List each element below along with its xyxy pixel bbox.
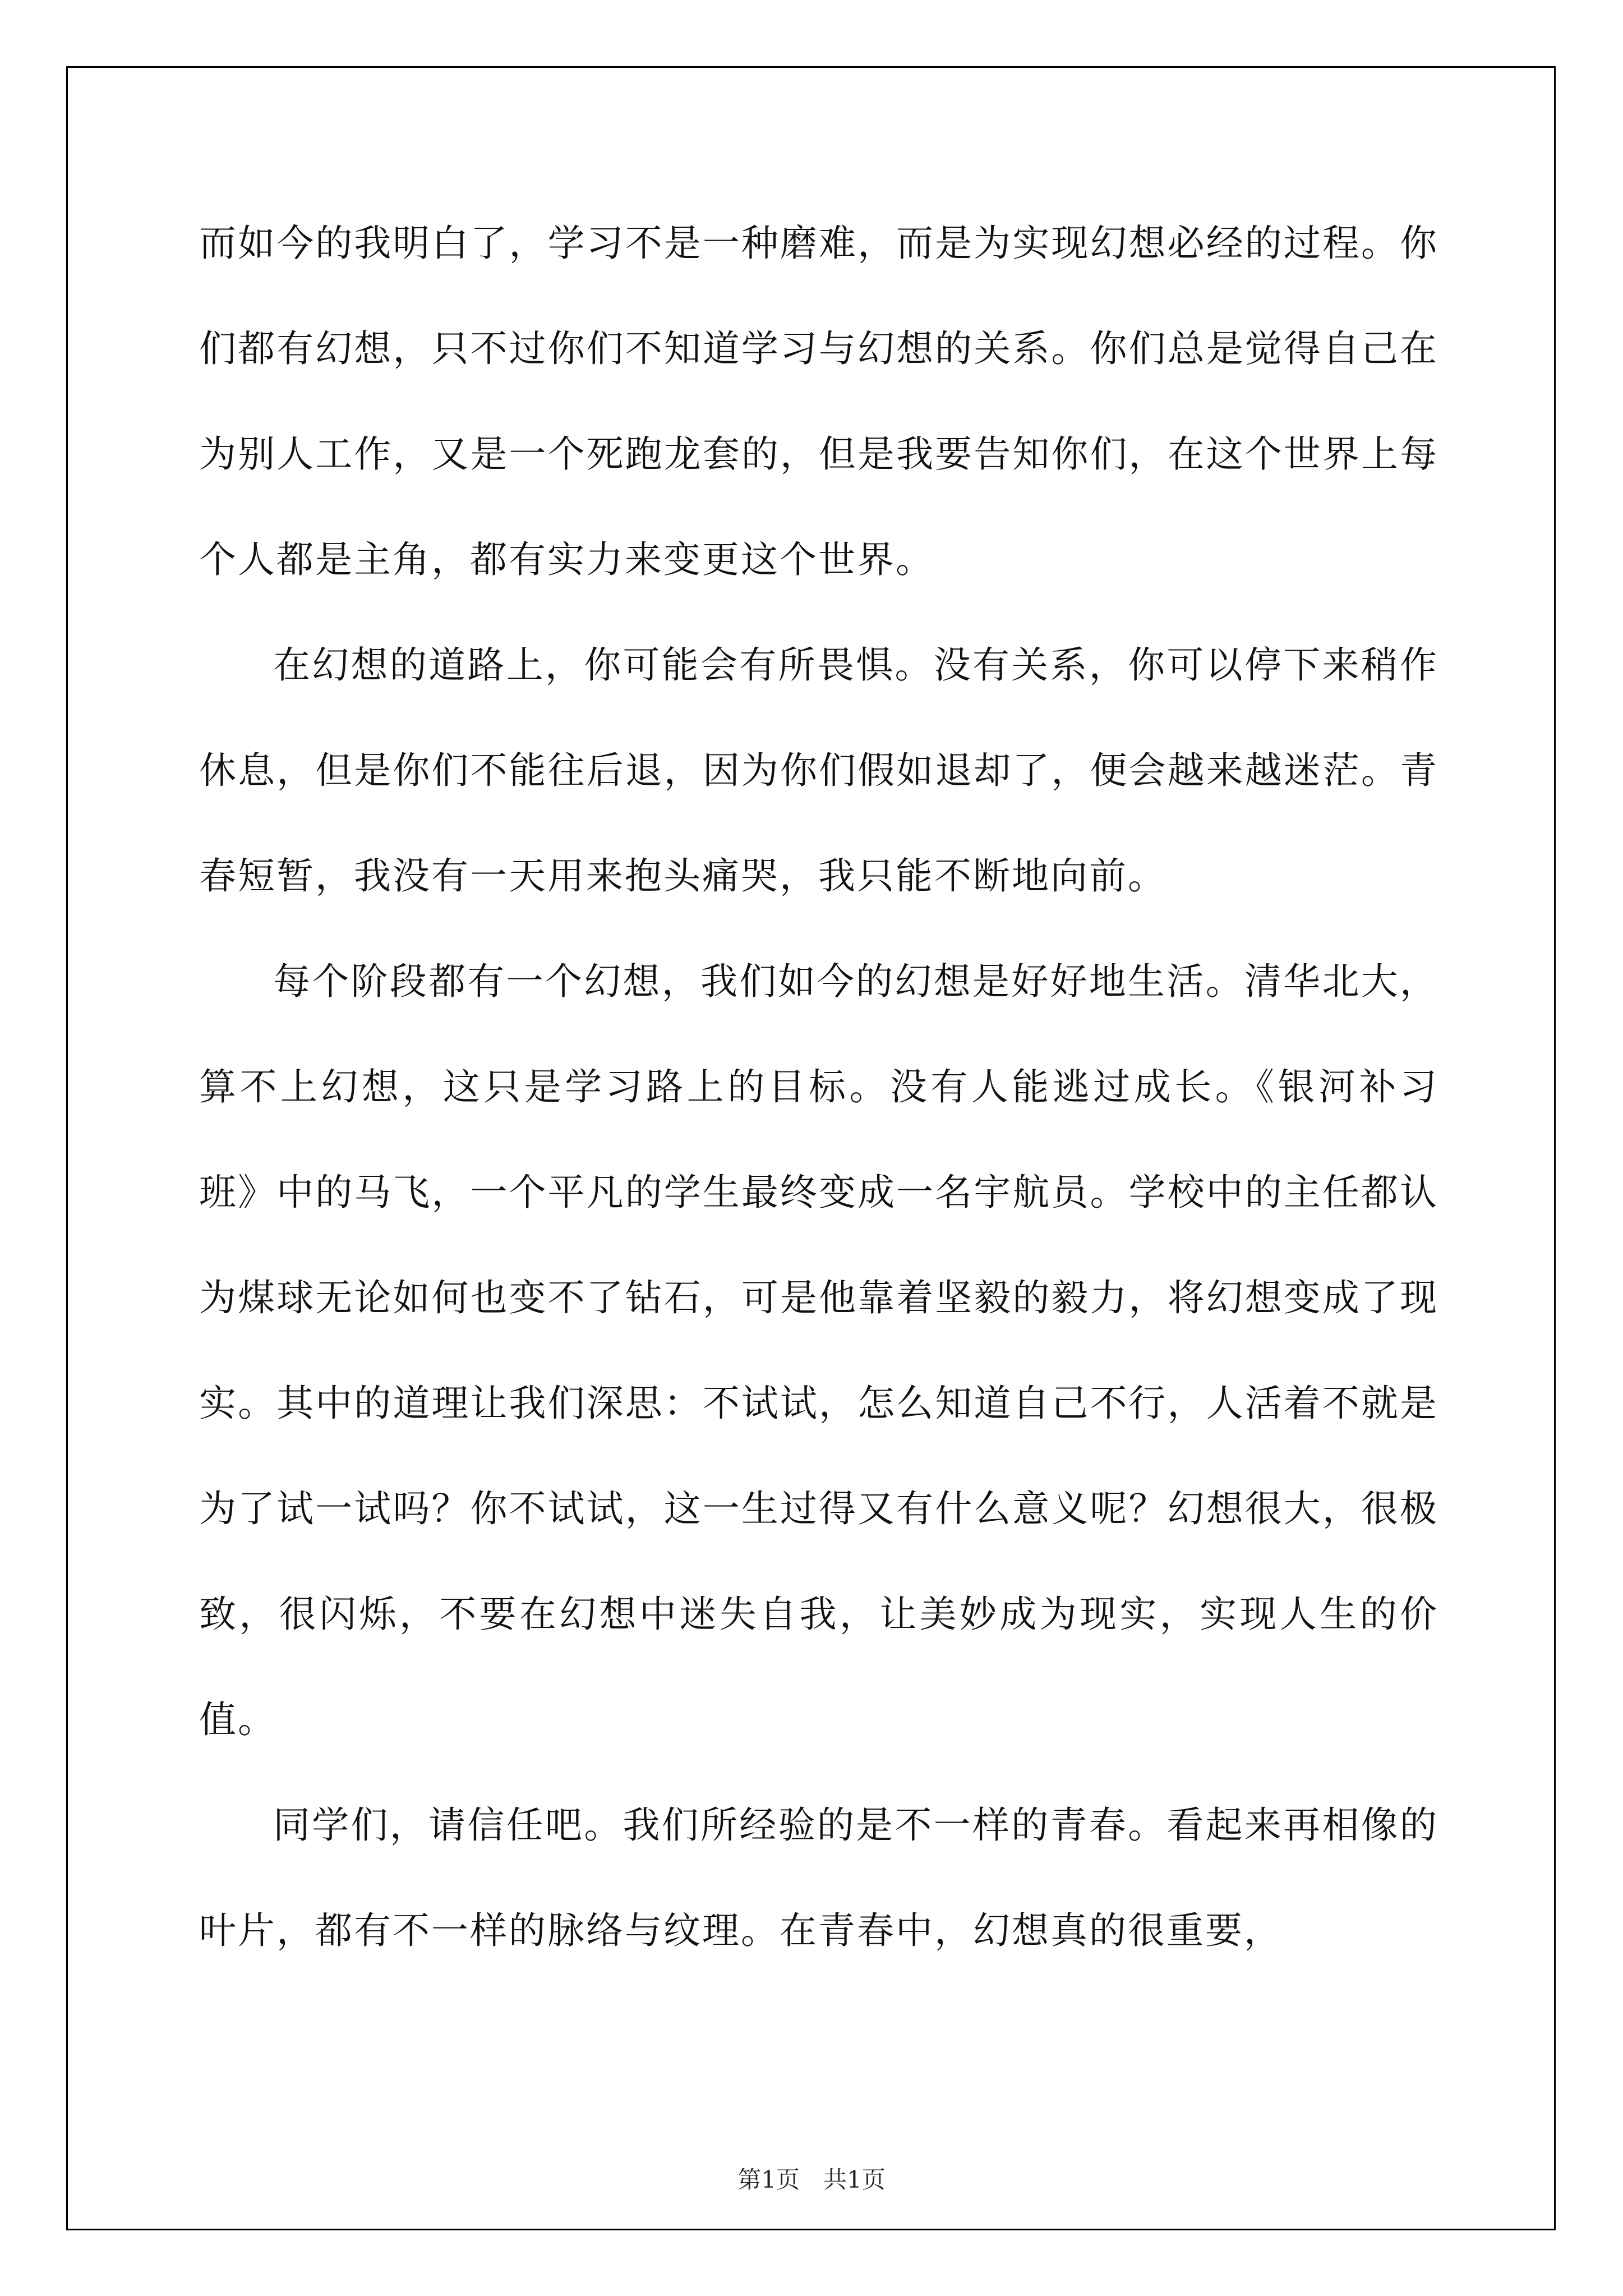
document-body: [199, 191, 1438, 1984]
paragraph-1: 而如今的我明白了，学习不是一种磨难，而是为实现幻想必经的过程。你们都有幻想，只不过你们不知道学习与幻想的关系。你们总是觉得自己在为别人工作，又是一个死跑龙套的，但是我要告知你们，在这个世界上每个人都是主角，都有实力来变更这个世界。: [199, 222, 1438, 581]
paragraph-4: 同学们，请信任吧。我们所经验的是不一样的青春。看起来再相像的叶片，都有不一样的脉络与纹理。在青春中，幻想真的很重要，: [199, 1803, 1438, 1952]
page-number-footer: 第1页 共1页: [737, 2166, 886, 2193]
paragraph-2: 在幻想的道路上，你可能会有所畏惧。没有关系，你可以停下来稍作休息，但是你们不能往后退，因为你们假如退却了，便会越来越迷茫。青春短暂，我没有一天用来抱头痛哭，我只能不断地向前。: [199, 643, 1438, 898]
paragraph-3: 每个阶段都有一个幻想，我们如今的幻想是好好地生活。清华北大，算不上幻想，这只是学习路上的目标。没有人能逃过成长。《银河补习班》中的马飞，一个平凡的学生最终变成一名宇航员。学校中的主任都认为煤球无论如何也变不了钻石，可是他靠着坚毅的毅力，将幻想变成了现实。其中的道理让我们深思：不试试，怎么知道自己不行，人活着不就是为了试一试吗？你不试试，这一生过得又有什么意义呢？幻想很大，很极致，很闪烁，不要在幻想中迷失自我，让美妙成为现实，实现人生的价值。: [199, 960, 1438, 1741]
